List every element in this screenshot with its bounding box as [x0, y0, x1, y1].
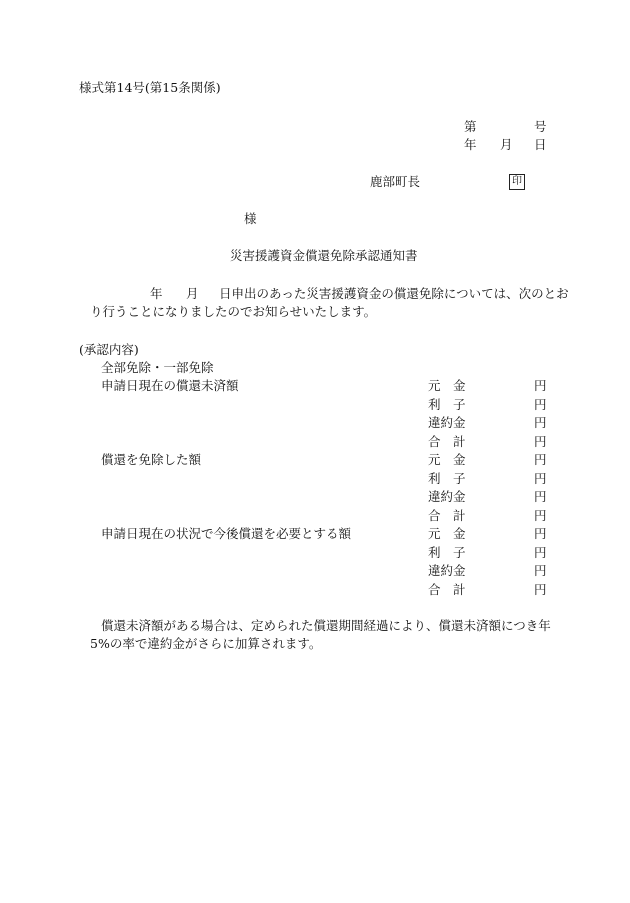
amount-unit: 円: [534, 489, 547, 504]
amount-item-label: 利 子: [428, 544, 466, 560]
body-line1: 日申出のあった災害援護資金の償還免除については、次のとお: [219, 286, 569, 301]
date-year: 年: [464, 137, 477, 152]
date-day: 日: [534, 137, 547, 152]
approval-scope: 全部免除・一部免除: [101, 360, 214, 375]
form-number: 様式第14号(第15条関係): [79, 80, 221, 95]
amount-item-label: 合 計: [428, 581, 466, 597]
section-label: 償還を免除した額: [101, 452, 202, 467]
amount-unit: 円: [534, 396, 547, 412]
amount-item-label: 利 子: [428, 470, 466, 486]
approval-heading: (承認内容): [79, 342, 139, 357]
doc-number-suffix: 号: [534, 119, 547, 134]
amount-unit: 円: [534, 507, 547, 523]
amount-item-label: 利 子: [428, 396, 466, 412]
amount-item-label: 違約金: [428, 415, 466, 430]
amount-item-label: 元 金: [428, 378, 466, 393]
section-label: 申請日現在の償還未済額: [101, 378, 239, 393]
doc-number-prefix: 第: [464, 119, 477, 134]
amount-item-label: 合 計: [428, 507, 466, 523]
amount-item-label: 元 金: [428, 526, 466, 541]
addressee-honorific: 様: [244, 211, 257, 226]
amount-unit: 円: [534, 452, 547, 467]
seal-label: 印: [509, 174, 525, 190]
issuer-name: 鹿部町長: [370, 174, 421, 189]
body-line2: り行うことになりましたのでお知らせいたします。: [90, 304, 377, 319]
body-year: 年: [150, 286, 163, 301]
document-title: 災害援護資金償還免除承認通知書: [230, 248, 418, 263]
amount-item-label: 元 金: [428, 452, 466, 467]
amount-unit: 円: [534, 581, 547, 597]
date-month: 月: [500, 137, 513, 152]
amount-item-label: 違約金: [428, 563, 466, 578]
amount-item-label: 違約金: [428, 489, 466, 504]
section-label: 申請日現在の状況で今後償還を必要とする額: [101, 526, 352, 541]
amount-unit: 円: [534, 378, 547, 393]
amount-unit: 円: [534, 526, 547, 541]
amount-unit: 円: [534, 415, 547, 430]
amount-unit: 円: [534, 470, 547, 486]
body-month: 月: [186, 286, 199, 301]
seal-mark: [509, 174, 525, 190]
amount-unit: 円: [534, 433, 547, 449]
amount-unit: 円: [534, 563, 547, 578]
amount-item-label: 合 計: [428, 433, 466, 449]
amount-unit: 円: [534, 544, 547, 560]
note-line1: 償還未済額がある場合は、定められた償還期間経過により、償還未済額につき年: [101, 618, 551, 633]
note-line2: 5%の率で違約金がさらに加算されます。: [90, 636, 322, 651]
